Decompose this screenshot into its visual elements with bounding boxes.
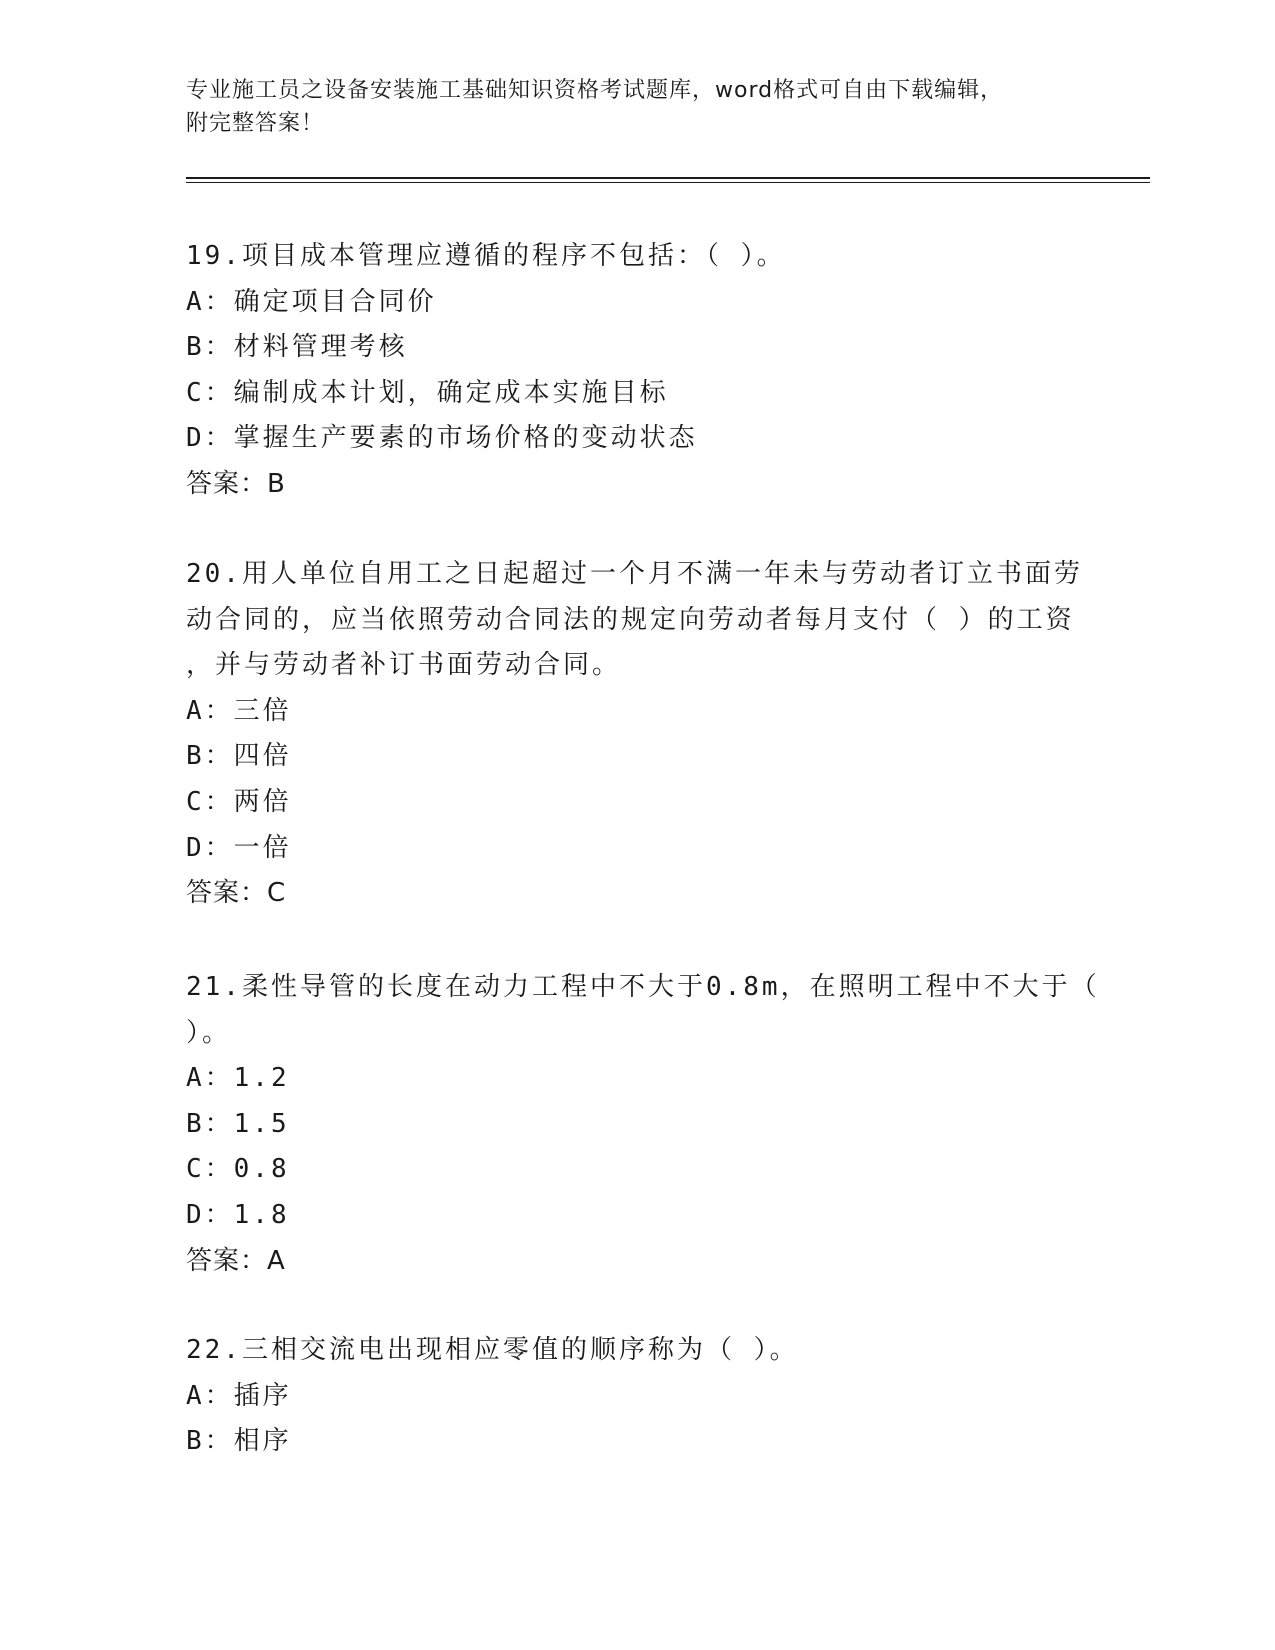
option-d: D：一倍 bbox=[186, 832, 292, 863]
question-stem-line-2: ）。 bbox=[186, 1017, 232, 1048]
question-stem-line-1: 21.柔性导管的长度在动力工程中不大于0.8m，在照明工程中不大于（ bbox=[186, 972, 1100, 1002]
option-d: D：1.8 bbox=[186, 1199, 290, 1230]
option-c: C：编制成本计划，确定成本实施目标 bbox=[186, 377, 669, 408]
header-line-1: 专业施工员之设备安装施工基础知识资格考试题库，word格式可自由下载编辑， bbox=[186, 78, 1004, 103]
question-stem-line-2: 动合同的，应当依照劳动合同法的规定向劳动者每月支付（ ）的工资 bbox=[186, 604, 1075, 635]
option-a: A：插序 bbox=[186, 1380, 292, 1411]
answer-line: 答案：B bbox=[186, 468, 286, 499]
question-22 bbox=[186, 1328, 1086, 1465]
question-stem-line-1: 20.用人单位自用工之日起超过一个月不满一年未与劳动者订立书面劳 bbox=[186, 559, 1083, 589]
question-stem-line-3: ，并与劳动者补订书面劳动合同。 bbox=[186, 650, 622, 681]
question-stem: 22.三相交流电出现相应零值的顺序称为（ ）。 bbox=[186, 1335, 799, 1365]
option-b: B：相序 bbox=[186, 1426, 292, 1457]
option-a: A：三倍 bbox=[186, 695, 292, 726]
option-a: A：1.2 bbox=[186, 1063, 290, 1094]
answer-line: 答案：A bbox=[186, 1245, 286, 1276]
answer-line: 答案：C bbox=[186, 878, 287, 909]
option-c: C：两倍 bbox=[186, 786, 292, 817]
option-a: A：确定项目合同价 bbox=[186, 286, 437, 317]
question-stem: 19.项目成本管理应遵循的程序不包括：（ ）。 bbox=[186, 241, 786, 271]
option-b: B：1.5 bbox=[186, 1108, 290, 1139]
header-divider-thin bbox=[186, 182, 1150, 183]
header-line-2: 附完整答案！ bbox=[186, 111, 325, 136]
header-divider-thick bbox=[186, 177, 1150, 179]
question-19 bbox=[186, 234, 1086, 508]
question-21 bbox=[186, 965, 1100, 1284]
option-d: D：掌握生产要素的市场价格的变动状态 bbox=[186, 423, 698, 454]
question-20 bbox=[186, 552, 1086, 917]
option-b: B：四倍 bbox=[186, 741, 292, 772]
option-b: B：材料管理考核 bbox=[186, 332, 408, 363]
document-header bbox=[186, 74, 1086, 140]
option-c: C：0.8 bbox=[186, 1154, 290, 1185]
